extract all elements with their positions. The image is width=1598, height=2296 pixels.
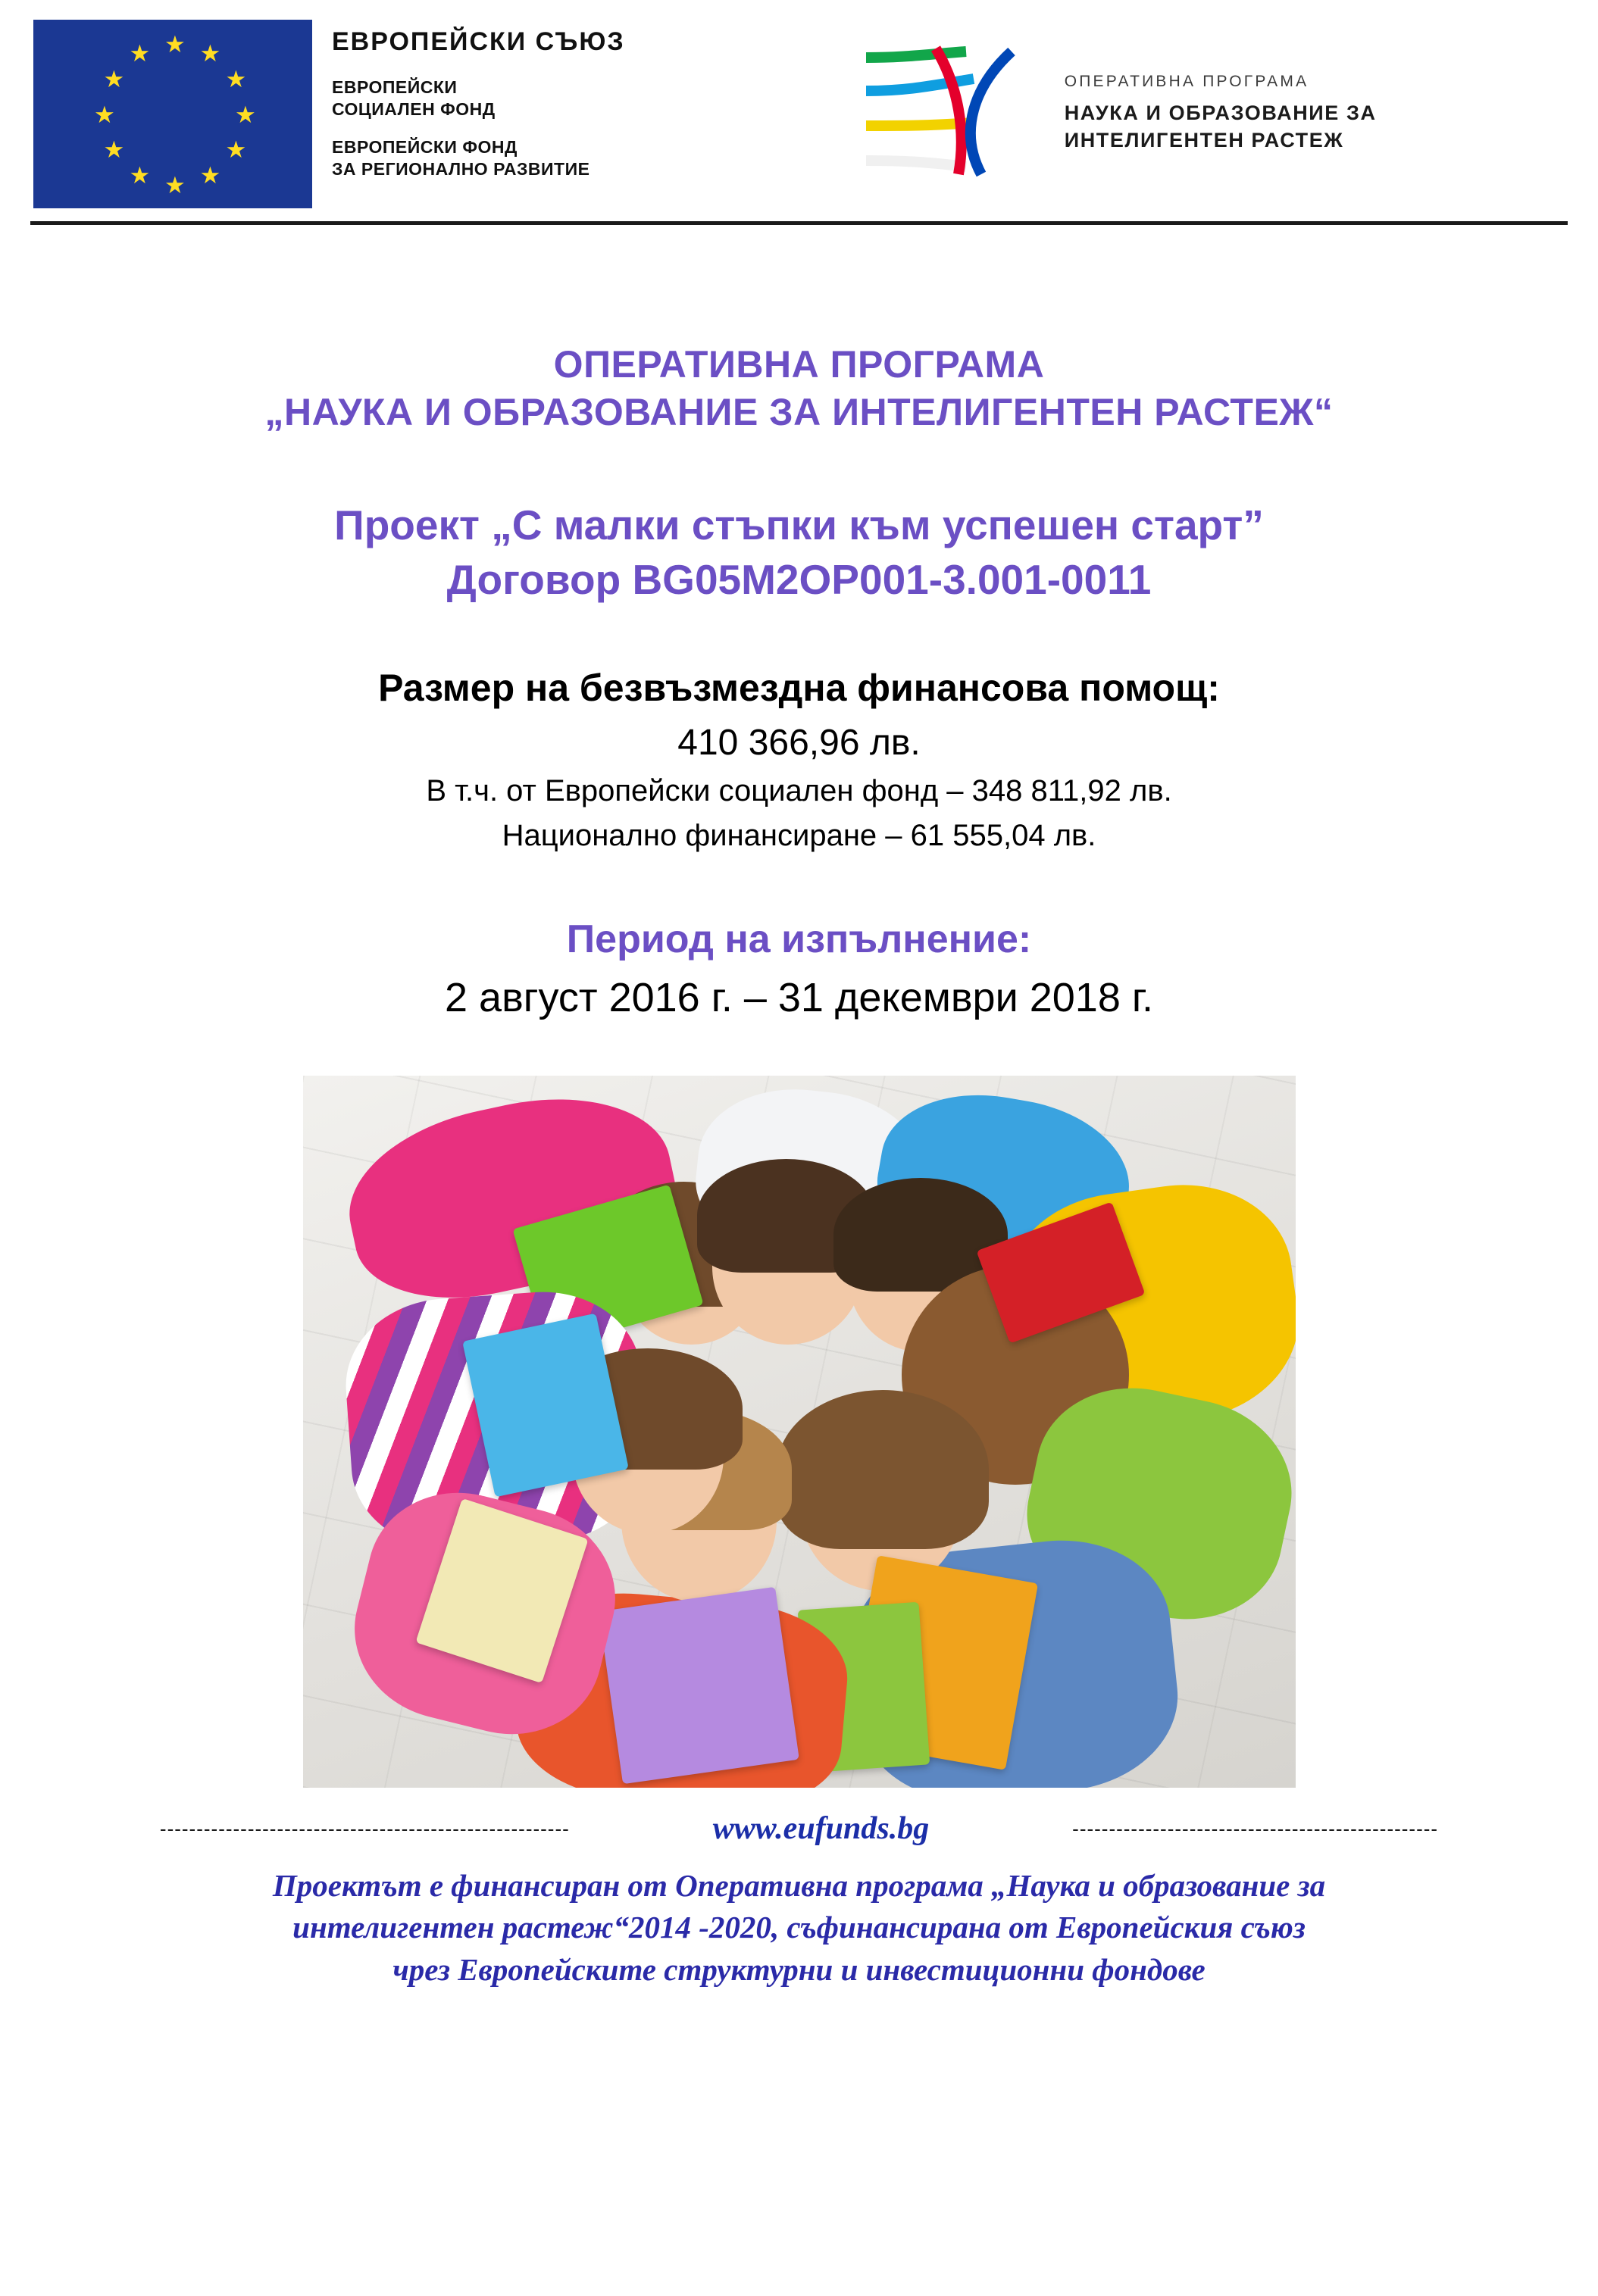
eu-text-block <box>332 20 625 196</box>
eu-flag-icon <box>33 20 312 208</box>
eu-stars-circle: ★ ★ ★ ★ ★ ★ ★ ★ ★ ★ ★ ★ <box>94 30 256 198</box>
program-heading-line2: „НАУКА И ОБРАЗОВАНИЕ ЗА ИНТЕЛИГЕНТЕН РАСТЕЖ“ <box>264 391 1334 433</box>
op-ribbon-logo-icon <box>852 41 1042 181</box>
funding-disclaimer-line1: Проектът е финансиран от Оперативна програма „Наука и образование за <box>272 1868 1326 1903</box>
eu-fund-esf-line1: ЕВРОПЕЙСКИ <box>332 77 458 97</box>
footer-dashes-left: -------------------------------------------------------- <box>159 1816 570 1840</box>
grant-esf-line: В т.ч. от Европейски социален фонд – 348 811,92 лв. <box>426 774 1172 808</box>
period-label: Период на изпълнение: <box>566 917 1032 961</box>
program-heading-line1: ОПЕРАТИВНА ПРОГРАМА <box>553 343 1045 386</box>
document-body <box>0 341 1598 1788</box>
footer-dashes-right: -------------------------------------------------- <box>1072 1816 1439 1840</box>
op-logo-line2: НАУКА И ОБРАЗОВАНИЕ ЗА <box>1064 102 1377 125</box>
children-with-books-photo <box>303 1076 1296 1788</box>
eu-fund-erdf-line2: ЗА РЕГИОНАЛНО РАЗВИТИЕ <box>332 159 590 180</box>
footer-url-line <box>29 1810 1569 1847</box>
program-heading <box>45 341 1553 436</box>
contract-number: Договор BG05M2OP001-3.001-0011 <box>446 555 1152 603</box>
eufunds-link[interactable]: www.eufunds.bg <box>712 1811 930 1846</box>
eu-fund-erdf-line1: ЕВРОПЕЙСКИ ФОНД <box>332 136 518 157</box>
eu-fund-esf <box>332 77 625 121</box>
grant-national-line: Национално финансиране – 61 555,04 лв. <box>502 819 1096 852</box>
op-logo-line1: ОПЕРАТИВНА ПРОГРАМА <box>1064 73 1309 91</box>
eu-fund-esf-line2: СОЦИАЛЕН ФОНД <box>332 99 496 120</box>
project-heading <box>45 498 1553 607</box>
op-text-block <box>1065 68 1377 153</box>
book-purple <box>599 1587 799 1784</box>
header-divider <box>30 221 1568 225</box>
funding-disclaimer-line2: интелигентен растеж“2014 -2020, съфинансирана от Европейския съюз <box>292 1910 1306 1945</box>
funding-disclaimer-line3: чрез Европейските структурни и инвестиционни фондове <box>392 1951 1206 1987</box>
child-hair <box>777 1390 989 1549</box>
op-logo-block <box>852 20 1377 181</box>
grant-label: Размер на безвъзмездна финансова помощ: <box>378 667 1220 709</box>
eu-title: ЕВРОПЕЙСКИ СЪЮЗ <box>332 27 625 56</box>
document-header <box>0 0 1598 227</box>
project-name: Проект „С малки стъпки към успешен старт” <box>334 501 1264 548</box>
grant-amount: 410 366,96 лв. <box>677 723 921 763</box>
op-logo-line3: ИНТЕЛИГЕНТЕН РАСТЕЖ <box>1064 128 1344 152</box>
funding-disclaimer <box>29 1865 1569 1991</box>
period-value: 2 август 2016 г. – 31 декември 2018 г. <box>445 975 1153 1020</box>
eu-fund-erdf <box>332 136 625 181</box>
eu-logo-block <box>33 20 625 208</box>
document-footer <box>0 1810 1598 1991</box>
